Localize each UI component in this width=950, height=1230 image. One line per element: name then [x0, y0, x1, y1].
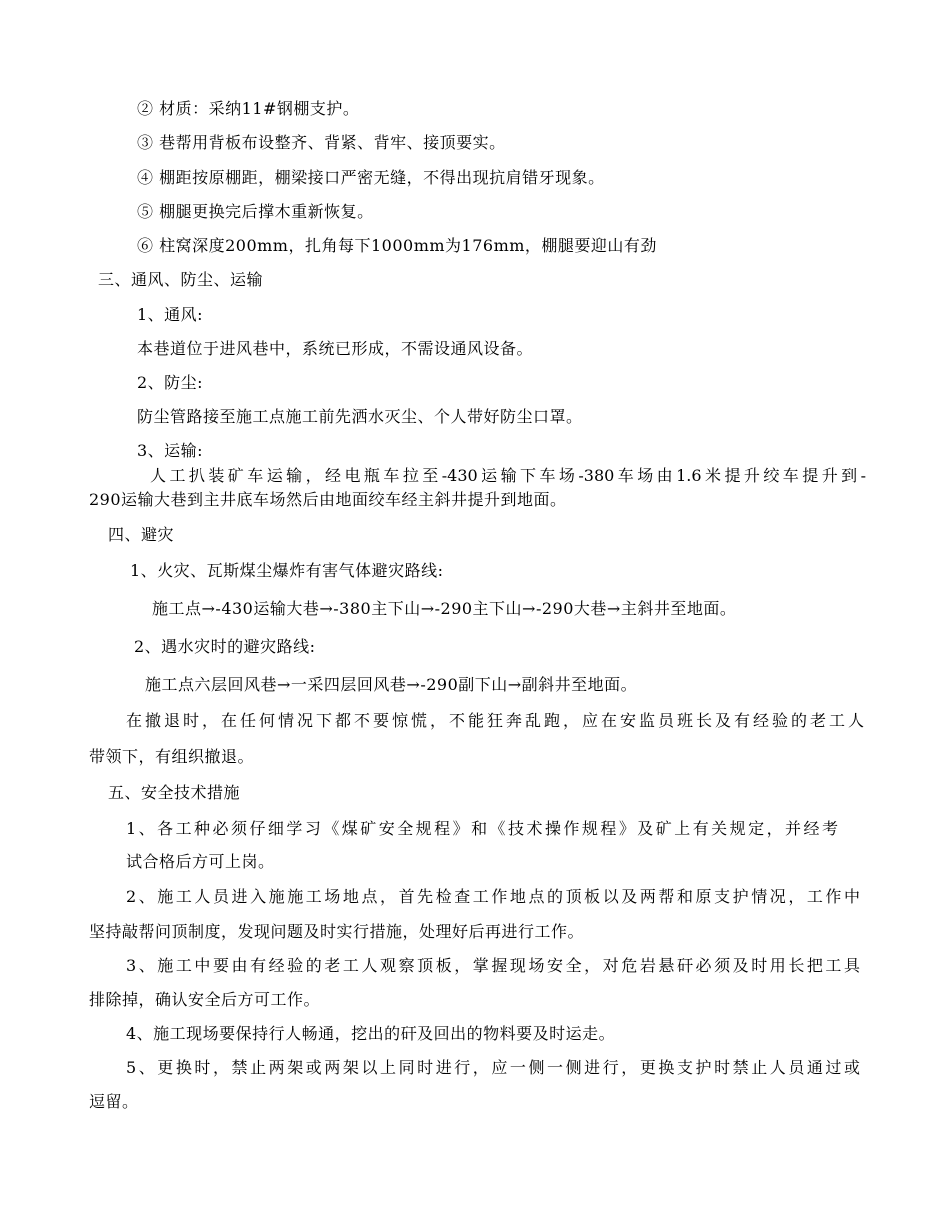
- support-item-5: ⑤ 棚腿更换完后撑木重新恢复。: [137, 202, 374, 221]
- subsection-ventilation: 1、通风:: [137, 305, 204, 324]
- transport-text-line-1: 人工扒装矿车运输，经电瓶车拉至-430运输下车场-380车场由1.6米提升绞车提升到-: [150, 466, 866, 485]
- safety-item-4: 4、施工现场要保持行人畅通，挖出的矸及回出的物料要及时运走。: [126, 1024, 616, 1043]
- subsection-flood-route: 2、遇水灾时的避灾路线:: [134, 637, 316, 656]
- section-heading-4: 四、避灾: [108, 525, 175, 544]
- support-item-6: ⑥ 柱窝深度200mm，扎角每下1000mm为176mm，棚腿要迎山有劲: [137, 236, 657, 255]
- support-item-3: ③ 巷帮用背板布设整齐、背紧、背牢、接顶要实。: [137, 133, 506, 152]
- safety-item-2-line-1: 2、施工人员进入施施工场地点，首先检查工作地点的顶板以及两帮和原支护情况，工作中: [126, 887, 860, 906]
- transport-text-line-2: 290运输大巷到主井底车场然后由地面绞车经主斜井提升到地面。: [89, 490, 567, 509]
- safety-item-1-line-1: 1、各工种必须仔细学习《煤矿安全规程》和《技术操作规程》及矿上有关规定，并经考: [126, 819, 838, 838]
- subsection-fire-route: 1、火灾、瓦斯煤尘爆炸有害气体避灾路线:: [130, 561, 444, 580]
- safety-item-2-line-2: 坚持敲帮问顶制度，发现问题及时实行措施，处理好后再进行工作。: [89, 922, 585, 941]
- flood-route-text: 施工点六层回风巷→一采四层回风巷→-290副下山→副斜井至地面。: [145, 675, 638, 694]
- safety-item-5-line-1: 5、更换时，禁止两架或两架以上同时进行，应一侧一侧进行，更换支护时禁止人员通过或: [126, 1058, 860, 1077]
- section-heading-3: 三、通风、防尘、运输: [98, 270, 264, 289]
- safety-item-1-line-2: 试合格后方可上岗。: [126, 852, 275, 871]
- ventilation-text: 本巷道位于进风巷中，系统已形成，不需设通风设备。: [137, 339, 534, 358]
- evacuation-text-line-1: 在撤退时，在任何情况下都不要惊慌，不能狂奔乱跑，应在安监员班长及有经验的老工人: [126, 711, 864, 730]
- safety-item-5-line-2: 逗留。: [89, 1092, 139, 1111]
- subsection-transport: 3、运输:: [137, 441, 204, 460]
- support-item-2: ② 材质：采纳11#钢棚支护。: [137, 99, 360, 118]
- section-heading-5: 五、安全技术措施: [108, 783, 241, 802]
- fire-route-text: 施工点→-430运输大巷→-380主下山→-290主下山→-290大巷→主斜井至地面。: [152, 599, 737, 618]
- subsection-dust: 2、防尘:: [137, 373, 204, 392]
- support-item-4: ④ 棚距按原棚距，棚梁接口严密无缝，不得出现抗肩错牙现象。: [137, 168, 605, 187]
- evacuation-text-line-2: 带领下，有组织撤退。: [89, 747, 255, 766]
- safety-item-3-line-2: 排除掉，确认安全后方可工作。: [89, 990, 321, 1009]
- dust-text: 防尘管路接至施工点施工前先洒水灭尘、个人带好防尘口罩。: [137, 407, 583, 426]
- safety-item-3-line-1: 3、施工中要由有经验的老工人观察顶板，掌握现场安全，对危岩悬矸必须及时用长把工具: [126, 956, 860, 975]
